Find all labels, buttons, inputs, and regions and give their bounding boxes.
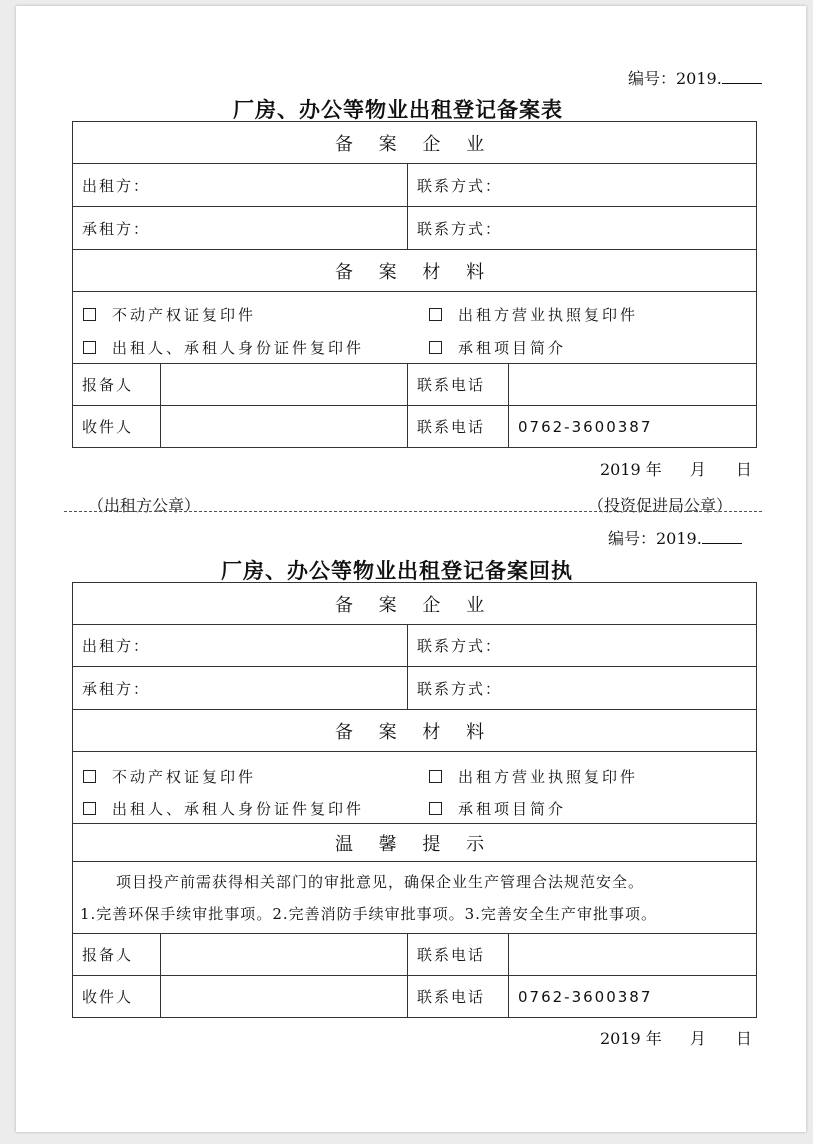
lessor-contact-field[interactable]: 联系方式：: [408, 164, 757, 207]
receiver-phone-label: 联系电话: [408, 406, 509, 448]
bureau-seal-label: （投资促进局公章）: [588, 496, 733, 515]
checkbox[interactable]: [83, 308, 96, 321]
material-item[interactable]: 出租人、承租人身份证件复印件: [83, 798, 364, 819]
cut-line: [64, 511, 762, 512]
material-item[interactable]: 出租人、承租人身份证件复印件: [83, 337, 364, 358]
checkbox[interactable]: [83, 770, 96, 783]
lessor-field[interactable]: 出租方：: [73, 625, 408, 667]
section-company-header: 备 案 企 业: [73, 122, 757, 164]
material-item[interactable]: 不动产权证复印件: [83, 766, 256, 787]
receiver-phone-value: 0762-3600387: [509, 406, 757, 448]
receiver-phone-label: 联系电话: [408, 976, 509, 1018]
serial-number-2: 编号：2019.: [608, 526, 742, 549]
checkbox[interactable]: [429, 308, 442, 321]
checkbox[interactable]: [429, 341, 442, 354]
filer-value[interactable]: [161, 364, 408, 406]
section-materials-header: 备 案 材 料: [73, 710, 757, 752]
filer-value[interactable]: [161, 934, 408, 976]
lessee-contact-field[interactable]: 联系方式：: [408, 667, 757, 710]
filer-label: 报备人: [73, 934, 161, 976]
form1-title: 厂房、办公等物业出租登记备案表: [233, 97, 563, 122]
date-line-2: 2019 年 月 日: [600, 1029, 752, 1048]
tip-line-1: 项目投产前需获得相关部门的审批意见，确保企业生产管理合法规范安全。: [116, 872, 645, 891]
filer-phone-value[interactable]: [509, 364, 757, 406]
tip-line-2: 1.完善环保手续审批事项。2.完善消防手续审批事项。3.完善安全生产审批事项。: [80, 904, 657, 923]
materials-checklist: [73, 752, 757, 824]
lessor-contact-field[interactable]: 联系方式：: [408, 625, 757, 667]
checkbox[interactable]: [83, 341, 96, 354]
form1-table: [72, 121, 757, 448]
lessee-contact-field[interactable]: 联系方式：: [408, 207, 757, 250]
checkbox[interactable]: [429, 802, 442, 815]
lessor-field[interactable]: 出租方：: [73, 164, 408, 207]
receiver-value[interactable]: [161, 406, 408, 448]
materials-checklist: [73, 292, 757, 364]
material-item[interactable]: 出租方营业执照复印件: [429, 766, 638, 787]
filer-phone-label: 联系电话: [408, 934, 509, 976]
filer-label: 报备人: [73, 364, 161, 406]
receiver-label: 收件人: [73, 976, 161, 1018]
section-materials-header: 备 案 材 料: [73, 250, 757, 292]
material-item[interactable]: 不动产权证复印件: [83, 304, 256, 325]
form2-table: [72, 582, 757, 1018]
section-tips-header: 温 馨 提 示: [73, 824, 757, 862]
material-item[interactable]: 承租项目简介: [429, 337, 566, 358]
receiver-label: 收件人: [73, 406, 161, 448]
serial-number-1: 编号：2019.: [628, 66, 762, 89]
filer-phone-value[interactable]: [509, 934, 757, 976]
receiver-value[interactable]: [161, 976, 408, 1018]
lessor-seal-label: （出租方公章）: [88, 496, 201, 515]
lessee-field[interactable]: 承租方：: [73, 667, 408, 710]
checkbox[interactable]: [83, 802, 96, 815]
receiver-phone-value: 0762-3600387: [509, 976, 757, 1018]
filer-phone-label: 联系电话: [408, 364, 509, 406]
tips-content: [73, 862, 757, 934]
form2-title: 厂房、办公等物业出租登记备案回执: [221, 558, 573, 583]
lessee-field[interactable]: 承租方：: [73, 207, 408, 250]
checkbox[interactable]: [429, 770, 442, 783]
material-item[interactable]: 承租项目简介: [429, 798, 566, 819]
date-line-1: 2019 年 月 日: [600, 460, 752, 479]
section-company-header: 备 案 企 业: [73, 583, 757, 625]
material-item[interactable]: 出租方营业执照复印件: [429, 304, 638, 325]
